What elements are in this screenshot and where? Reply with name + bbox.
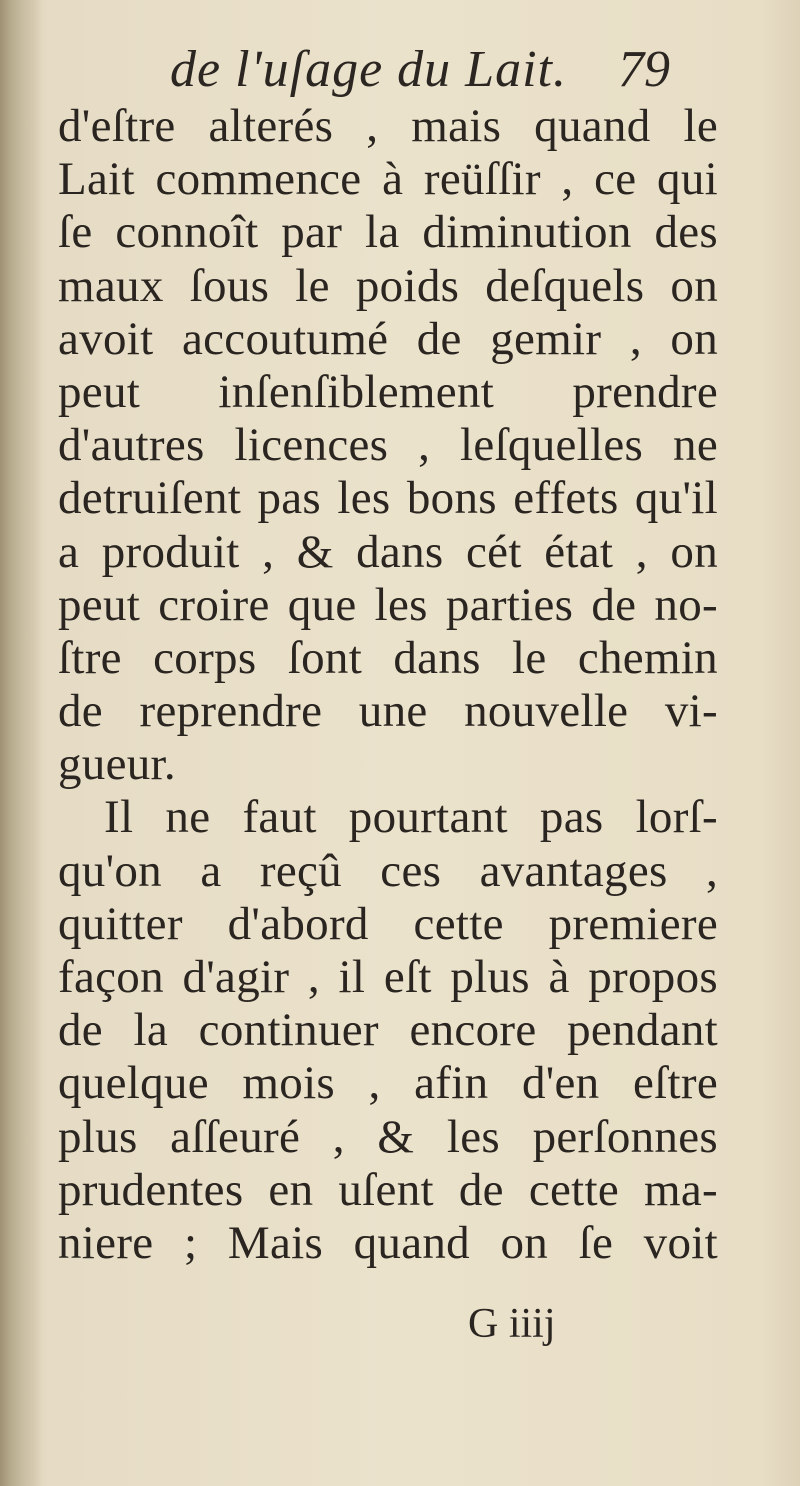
text-line: quelque mois , afin d'en eſtre xyxy=(58,1057,718,1110)
text-line: ſe connoît par la diminution des xyxy=(58,206,718,259)
text-line: maux ſous le poids deſquels on xyxy=(58,259,718,312)
text-line: de la continuer encore pendant xyxy=(58,1004,718,1057)
text-line: peut croire que les parties de no- xyxy=(58,578,718,631)
page-number: 79 xyxy=(618,41,670,98)
text-line: plus aſſeuré , & les perſonnes xyxy=(58,1110,718,1163)
page-binding-shadow xyxy=(0,0,42,1486)
running-title: de l'uſage du Lait. xyxy=(170,41,567,98)
text-line: d'autres licences , leſquelles ne xyxy=(58,419,718,472)
text-line: d'eſtre alterés , mais quand le xyxy=(58,100,718,152)
text-line: ſtre corps ſont dans le chemin xyxy=(58,631,718,684)
signature-mark: G iiij xyxy=(468,1301,556,1347)
text-line: quitter d'abord cette premiere xyxy=(58,897,718,950)
text-line: detruiſent pas les bons effets qu'il xyxy=(58,472,718,525)
text-line: avoit accoutumé de gemir , on xyxy=(58,312,718,365)
text-line: Lait commence à reüſſir , ce qui xyxy=(58,153,718,206)
text-line: prudentes en uſent de cette ma- xyxy=(58,1163,718,1216)
text-line: niere ; Mais quand on ſe voit xyxy=(58,1216,718,1269)
text-line: peut inſenſiblement prendre xyxy=(58,365,718,418)
text-line-indented: Il ne faut pourtant pas lorſ- xyxy=(104,791,718,844)
text-line: façon d'agir , il eſt plus à propos xyxy=(58,951,718,1003)
text-line: a produit , & dans cét état , on xyxy=(58,525,718,578)
text-line-last: gueur. xyxy=(58,738,176,791)
body-text xyxy=(58,100,718,1270)
text-line: de reprendre une nouvelle vi- xyxy=(58,685,718,738)
text-line: qu'on a reçû ces avantages , xyxy=(58,844,718,897)
